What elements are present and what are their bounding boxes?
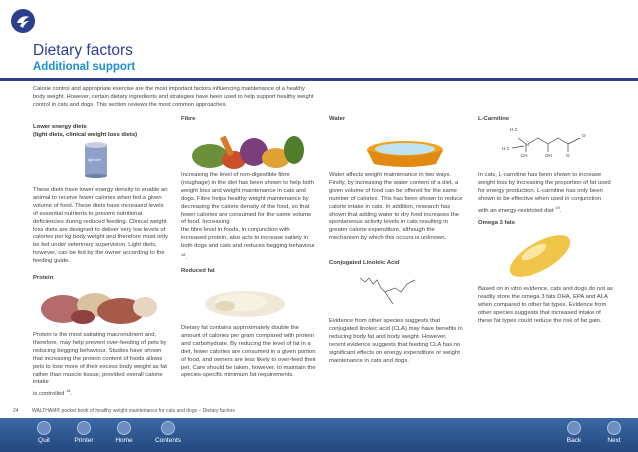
reduced-fat-body: Dietary fat contains approximately double the amount of calories per gram compared with protein and carbohydrate. By reducing the level of fat in a diet, fewer calories are consumed in a given portion of food, and owners are less likely to over-feed their pet. Care should be taken, however, to maintain the species-specific minimum fat requirements. <box>181 325 316 379</box>
page-number: 24 <box>13 408 19 414</box>
navigation-bar <box>0 418 638 452</box>
l-carnitine-ref: 19 <box>555 204 560 210</box>
fish-oil-capsule-image <box>500 232 580 280</box>
protein-food-image <box>33 287 158 327</box>
contents-label: Contents <box>154 437 182 444</box>
can-label: light diet <box>88 158 102 162</box>
page-footer <box>13 408 235 414</box>
back-arrow-icon <box>567 421 581 435</box>
protein-end: . <box>70 391 73 398</box>
page-subtitle: Additional support <box>33 61 136 73</box>
light-diet-can-image <box>84 142 108 178</box>
l-carnitine-heading: L-Carnitine <box>478 116 510 122</box>
omega-heading: Omega 3 fats <box>478 220 515 226</box>
fibre-heading: Fibre <box>181 116 196 122</box>
molecule-oh: OH <box>545 153 552 158</box>
reduced-fat-image <box>195 282 295 320</box>
svg-text:N: N <box>526 142 529 147</box>
protein-ref: 18 <box>66 388 71 394</box>
svg-text:+: + <box>527 139 529 143</box>
fibre-body <box>181 172 316 263</box>
l-carnitine-body <box>478 172 613 216</box>
lower-energy-heading <box>33 116 168 140</box>
waltham-logo <box>11 9 35 33</box>
contents-icon <box>161 421 175 435</box>
quit-label: Quit <box>38 437 50 444</box>
cla-heading: Conjugated Linoleic Acid <box>329 260 400 266</box>
reduced-fat-heading: Reduced fat <box>181 268 215 274</box>
fibre-body-text: Increasing the level of non-digestible fibre (roughage) in the diet has been shown to help both weight loss and weight maintenance in cats and dogs. Fibre helps healthy weight maintenance by decreasing the calorie density of the food, so that fewer calories are consumed for the same volume of food. Increasing the fibre level in foods, in conjunction with increased protein, also acts to increase satiety in both dogs and cats and reduces begging behaviour <box>181 172 315 250</box>
molecule-o: O <box>566 153 570 158</box>
protein-body-text: Protein is the most satiating macronutrient and, therefore, may help prevent over-feeding of pets by reducing begging behaviour. Studies have shown that increasing the protein content of foods allows pets to lose more of their excess body weight as fat rather than muscle tissue, provided overall calorie intake is controlled <box>33 332 167 398</box>
next-arrow-icon <box>607 421 621 435</box>
water-bowl-image <box>364 138 446 168</box>
molecule-h3c-left: H C <box>502 146 510 151</box>
cla-molecule-image <box>355 270 425 310</box>
fibre-end: . <box>185 255 188 262</box>
book-title: WALTHAM® pocket book of healthy weight maintenance for cats and dogs – Dietary factors <box>31 408 235 414</box>
home-label: Home <box>115 437 133 444</box>
l-carnitine-end: . <box>559 207 562 214</box>
protein-body <box>33 332 168 399</box>
cla-body: Evidence from other species suggests that conjugated linoleic acid (CLA) may have benefits in reducing body fat and body weight. However, recent evidence suggests that feeding CLA has no significant effects on energy expenditure or weight maintenance in cats and dogs. <box>329 318 463 364</box>
omega-body: Based on in vitro evidence, cats and dogs do not as readily store the omega 3 fats DHA, EPA and ALA when compared to other fat types. Evidence from other species suggests that increased intake of these fat types could reduce the risk of fat gain. <box>478 286 613 324</box>
lower-energy-heading-text: Lower energy diets (light diets, clinical weight loss diets) <box>33 123 138 138</box>
l-carnitine-body-text: In cats, L-carnitine has been shown to increase weight loss by increasing the proportion of fat used for energy production. L-carnitine has only been shown to be effective when used in conjunction with an energy-restricted diet <box>478 172 611 214</box>
molecule-h3c-top: H C <box>510 127 518 132</box>
quit-icon <box>37 421 51 435</box>
lower-energy-body: These diets have lower energy density to enable an animal to receive fewer calories when fed a given volume of food. These diets have increased levels of essential nutrients to prevent nutritional deficiencies during reduced feeding. Clinical weight loss diets are designed to deliver very low levels of calories per kg body weight and therefore must only be fed under veterinary supervision. Light diets, however, can be fed by the owner according to the feeding guide. <box>33 187 168 265</box>
intro-text: Calorie control and appropriate exercise are the most important factors influencing maintenance of a healthy body weight. However, certain dietary ingredients and strategies have been used to help support healthy weight control in cats and dogs. This section reviews the most common approaches. <box>33 86 314 108</box>
fibre-ref: 18 <box>181 252 186 258</box>
page-title: Dietary factors <box>33 42 133 59</box>
water-body: Water affects weight maintenance in two ways. Firstly, by increasing the water content of a diet, a given volume of food can be offered for the same number of calories. This has been shown to reduce calorie intake in cats. In addition, research has shown that adding water to dry food increases the spontaneous activity levels in cats resulting in greater calorie expenditure, although the mechanism by which this occurs is unknown. <box>329 172 463 242</box>
printer-icon <box>77 421 91 435</box>
water-heading: Water <box>329 116 346 122</box>
contents-button[interactable] <box>142 418 194 452</box>
protein-heading: Protein <box>33 275 54 281</box>
vegetables-image <box>190 130 306 172</box>
molecule-ch3: CH <box>521 153 528 158</box>
next-label: Next <box>607 437 621 444</box>
molecule-o-minus: O <box>582 133 586 138</box>
l-carnitine-structure-image <box>490 124 600 164</box>
printer-label: Printer <box>74 437 94 444</box>
header-rule <box>0 78 638 81</box>
back-label: Back <box>566 437 582 444</box>
next-button[interactable] <box>588 418 638 452</box>
home-icon <box>117 421 131 435</box>
